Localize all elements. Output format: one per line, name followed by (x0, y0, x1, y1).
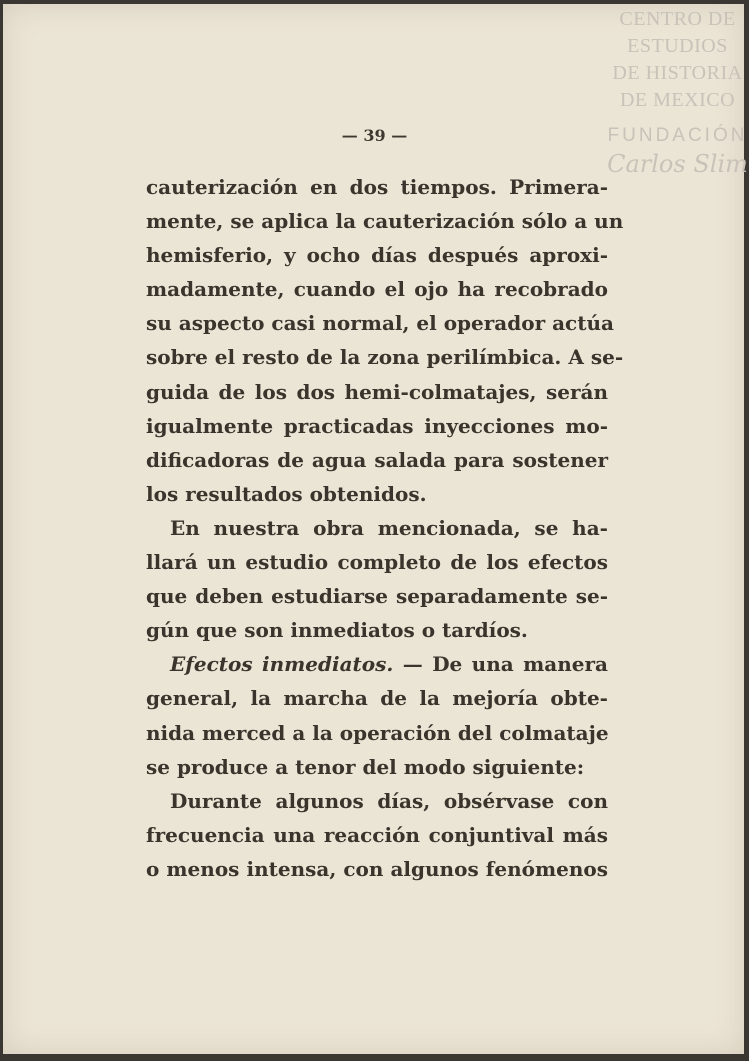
archive-watermark (603, 6, 749, 178)
body-text (146, 170, 624, 886)
watermark-signature: Carlos Slim (607, 150, 748, 178)
text-line: llará un estudio completo de los efectos (146, 550, 608, 575)
text-line: sobre el resto de la zona perilímbica. A se- (146, 345, 624, 370)
text-line: se produce a tenor del modo siguiente: (146, 754, 585, 779)
text-line: su aspecto casi normal, el operador actúa (146, 311, 614, 336)
section-heading: Efectos inmediatos. (170, 652, 394, 677)
text-line: general, la marcha de la mejoría obte- (146, 686, 608, 711)
text-line: En nuestra obra mencionada, se ha- (170, 515, 608, 540)
page-number: — 39 — (341, 126, 408, 145)
text-line: igualmente practicadas inyecciones mo- (146, 413, 608, 438)
text-line: hemisferio, y ocho días después aproxi- (146, 243, 608, 268)
text-line: cauterización en dos tiempos. Primera- (146, 175, 608, 199)
text-line (146, 647, 608, 681)
watermark-foundation: FUNDACIÓN (607, 125, 748, 146)
text-line: frecuencia una reacción conjuntival más (146, 822, 608, 847)
text-line: guida de los dos hemi-colmatajes, serán (146, 379, 608, 404)
text-line: Durante algunos días, obsérvase con (170, 788, 608, 813)
watermark-line: ESTUDIOS (627, 35, 728, 57)
section-heading-continuation: — De una manera (402, 652, 609, 677)
text-line: gún que son inmediatos o tardíos. (146, 618, 528, 643)
watermark-line: DE MEXICO (619, 89, 736, 111)
text-line: o menos intensa, con algunos fenómenos (146, 856, 608, 881)
text-line: dificadoras de agua salada para sostener (146, 447, 608, 472)
watermark-line: CENTRO DE (619, 8, 736, 30)
watermark-line: DE HISTORIA (612, 62, 743, 84)
text-line: mente, se aplica la cauterización sólo a un (146, 209, 624, 234)
text-line: que deben estudiarse separadamente se- (146, 584, 608, 609)
text-line: los resultados obtenidos. (146, 481, 427, 506)
text-line: madamente, cuando el ojo ha recobrado (146, 277, 608, 302)
text-line: nida merced a la operación del colmataje (146, 720, 609, 745)
